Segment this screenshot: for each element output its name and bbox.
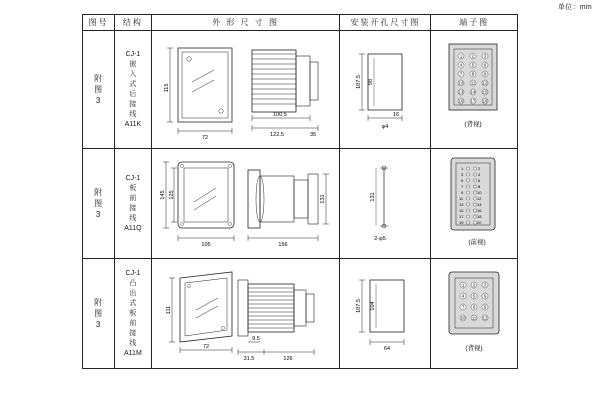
row2-hole-dim-2phi5: 2-φ5 (374, 235, 387, 242)
header-col-struct: 结构 (115, 15, 152, 31)
row1-terminal-cell (431, 31, 518, 149)
svg-text:9: 9 (484, 304, 487, 310)
row2-term-3: 3 (461, 171, 464, 177)
row2-hole-dim-131: 131 (370, 191, 377, 202)
svg-text:11: 11 (472, 315, 477, 321)
row2-term-8: 8 (478, 183, 481, 189)
row1-no-cell (83, 31, 115, 149)
row2-terminal-drawing (431, 150, 515, 258)
row1-no-line2: 图 (94, 85, 104, 94)
svg-text:3: 3 (484, 282, 487, 288)
header-col-hole: 安装开孔尺寸图 (340, 15, 431, 31)
row2-term-6: 6 (478, 177, 481, 183)
row2-no-line3: 3 (95, 210, 102, 219)
row2-term-17: 17 (459, 213, 464, 219)
row2-dimension-cell (151, 149, 340, 259)
row1-dim-100-5: 100.5 (272, 111, 287, 118)
svg-text:10: 10 (458, 80, 464, 86)
row1-no-line3: 3 (95, 96, 102, 105)
svg-text:7: 7 (462, 304, 465, 310)
row3-struct-ch4: 板 (129, 309, 137, 317)
row1-hole-dim-107-5: 107.5 (356, 74, 363, 89)
row2-struct-code-top: CJ-1 (125, 174, 141, 182)
svg-text:9: 9 (484, 71, 487, 77)
row3-struct-ch5: 前 (129, 319, 137, 327)
row1-no-line1: 附 (94, 74, 104, 83)
row2-term-10: 10 (477, 189, 482, 195)
row2-dim-145: 145 (159, 189, 166, 200)
row1-terminal-drawing (431, 32, 515, 148)
row1-dim-72: 72 (201, 134, 208, 141)
row3-dimension-cell (151, 259, 340, 369)
row2-dim-156: 156 (278, 241, 288, 248)
svg-text:5: 5 (473, 293, 476, 299)
svg-text:2: 2 (473, 282, 476, 288)
row3-hole-dim-64: 64 (384, 345, 391, 352)
row3-hole-dim-107-5: 107.5 (356, 298, 363, 313)
row2-term-2: 2 (478, 165, 481, 171)
row3-terminal-caption: (背视) (465, 344, 483, 352)
row2-struct-code-bottom: A11Q (124, 224, 142, 232)
row2-no-cell (83, 149, 115, 259)
row2-outline-drawing (152, 150, 338, 258)
row1-struct-ch2: 入 (129, 70, 137, 78)
row2-struct-ch1: 板 (129, 184, 137, 192)
row2-terminal-cell (431, 149, 518, 259)
row1-struct-cell (115, 31, 152, 149)
header-col-no: 图号 (83, 15, 115, 31)
svg-text:6: 6 (484, 293, 487, 299)
row1-no-text (83, 73, 114, 106)
row1-terminal-caption: (背视) (464, 120, 482, 128)
row2-term-15: 15 (459, 207, 464, 213)
row2-term-7: 7 (461, 183, 464, 189)
row2-dim-105: 105 (201, 241, 211, 248)
row3-terminal-cell (431, 259, 518, 369)
row2-dim-125: 125 (168, 189, 175, 200)
row3-dim-72: 72 (202, 343, 209, 350)
row2-term-18: 18 (477, 213, 482, 219)
row3-no-line3: 3 (95, 320, 102, 329)
row3-dim-126: 126 (283, 355, 293, 362)
row1-hole-cell (340, 31, 431, 149)
row1-dim-115: 115 (163, 83, 170, 92)
row3-struct-text (115, 269, 151, 359)
row2-struct-text (115, 174, 151, 234)
row1-struct-ch3: 式 (129, 80, 137, 88)
row3-no-text (83, 297, 114, 330)
row1-dimension-cell (151, 31, 340, 149)
row2-term-1: 1 (461, 165, 464, 171)
row2-term-16: 16 (477, 207, 482, 213)
row3-struct-ch1: 凸 (129, 279, 137, 287)
row1-struct-code-bottom: A11K (124, 120, 142, 128)
svg-text:7: 7 (460, 71, 463, 77)
row2-term-14: 14 (477, 201, 482, 207)
row2-term-19: 19 (459, 219, 464, 225)
row3-outline-drawing (152, 260, 338, 368)
svg-text:17: 17 (470, 98, 476, 104)
row3-struct-ch6: 接 (129, 329, 137, 337)
row1-outline-drawing (152, 32, 338, 148)
table-row (83, 31, 518, 149)
svg-text:1: 1 (460, 53, 463, 59)
svg-text:8: 8 (472, 71, 475, 77)
header-col-terminal: 端子图 (431, 15, 518, 31)
row2-struct-ch3: 接 (129, 204, 137, 212)
row2-term-11: 11 (459, 195, 464, 201)
row2-no-text (83, 187, 114, 220)
row1-struct-ch6: 线 (129, 110, 137, 118)
svg-text:16: 16 (458, 98, 464, 104)
row3-struct-ch7: 线 (129, 339, 137, 347)
row2-struct-ch2: 前 (129, 194, 137, 202)
row2-hole-drawing (340, 150, 428, 258)
svg-text:12: 12 (482, 80, 488, 86)
row3-hole-cell (340, 259, 431, 369)
row3-dim-9-5: 9.5 (251, 335, 260, 342)
table-row (83, 259, 518, 369)
svg-text:4: 4 (460, 62, 463, 68)
row1-struct-ch5: 接 (129, 100, 137, 108)
row2-term-9: 9 (461, 189, 464, 195)
row3-dim-31-5: 31.5 (243, 355, 255, 362)
row1-struct-code-top: CJ-1 (125, 50, 141, 58)
svg-text:6: 6 (484, 62, 487, 68)
row1-hole-drawing (340, 32, 428, 148)
row2-dim-131-right: 131 (319, 193, 326, 204)
row3-hole-dim-104: 104 (370, 300, 377, 311)
header-col-dimension: 外 形 尺 寸 图 (151, 15, 340, 31)
row3-no-cell (83, 259, 115, 369)
row1-hole-dim-16: 16 (393, 111, 400, 118)
svg-text:2: 2 (472, 53, 475, 59)
svg-text:12: 12 (482, 315, 488, 321)
svg-text:4: 4 (462, 293, 465, 299)
row2-hole-cell (340, 149, 431, 259)
row2-terminal-caption: (前视) (468, 238, 486, 246)
row2-term-13: 13 (459, 201, 464, 207)
svg-text:15: 15 (482, 89, 488, 95)
svg-text:5: 5 (472, 62, 475, 68)
row1-hole-dim-98: 98 (368, 78, 375, 85)
row1-dim-122-5: 122.5 (269, 131, 284, 138)
row2-term-5: 5 (461, 177, 464, 183)
row2-term-20: 20 (477, 219, 482, 225)
svg-text:11: 11 (471, 80, 476, 86)
row2-term-12: 12 (477, 195, 482, 201)
table-header-row (83, 15, 518, 31)
row2-struct-cell (115, 149, 152, 259)
row1-struct-ch4: 后 (129, 90, 137, 98)
svg-text:8: 8 (473, 304, 476, 310)
row1-struct-ch1: 嵌 (129, 60, 137, 68)
svg-text:3: 3 (484, 53, 487, 59)
row3-no-line1: 附 (94, 298, 104, 307)
svg-text:14: 14 (470, 89, 476, 95)
row1-struct-text (115, 50, 151, 130)
row3-no-line2: 图 (94, 309, 104, 318)
row1-hole-dim-phi4: φ4 (382, 123, 389, 130)
svg-text:18: 18 (482, 98, 488, 104)
row3-dim-111: 111 (165, 305, 172, 314)
row3-struct-ch3: 式 (129, 299, 137, 307)
row2-struct-ch4: 线 (129, 214, 137, 222)
row2-no-line1: 附 (94, 188, 104, 197)
row3-hole-drawing (340, 260, 428, 368)
row3-terminal-drawing (431, 260, 515, 368)
row3-struct-code-bottom: A11M (124, 349, 142, 357)
svg-text:10: 10 (460, 315, 466, 321)
row3-struct-ch2: 出 (129, 289, 137, 297)
row2-no-line2: 图 (94, 199, 104, 208)
row2-term-4: 4 (478, 171, 481, 177)
table-row (83, 149, 518, 259)
row1-dim-35: 35 (309, 131, 316, 138)
row3-struct-code-top: CJ-1 (125, 269, 141, 277)
unit-note: 单位：mm (557, 4, 592, 11)
spec-table (82, 14, 518, 369)
svg-text:13: 13 (458, 89, 464, 95)
svg-text:1: 1 (462, 282, 465, 288)
row3-struct-cell (115, 259, 152, 369)
